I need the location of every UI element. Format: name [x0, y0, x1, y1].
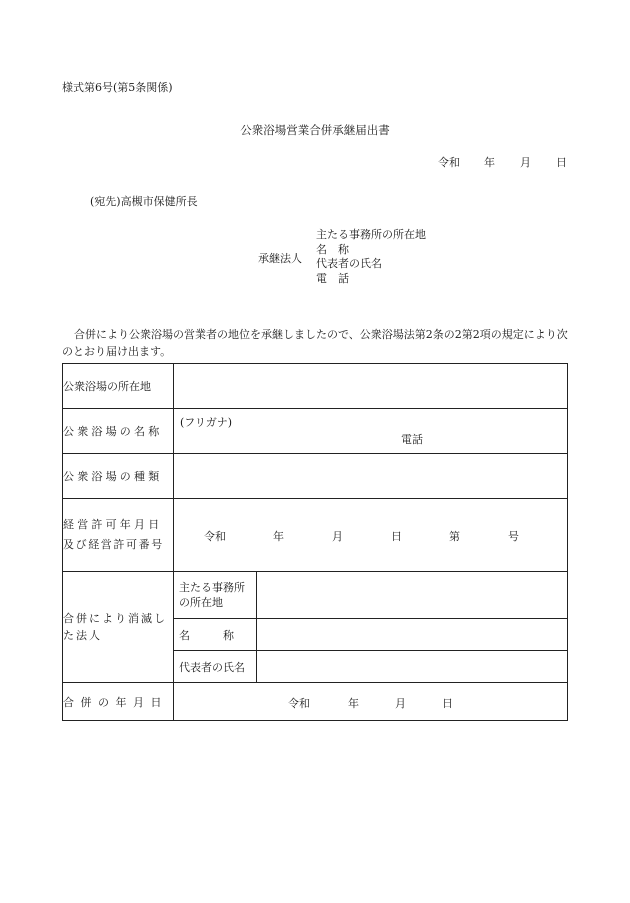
- type-field[interactable]: [174, 454, 568, 499]
- permit-number-prefix: 第: [449, 530, 460, 543]
- form-number: 様式第6号(第5条関係): [62, 81, 173, 94]
- successor-name-label: 名 称: [316, 242, 349, 256]
- permit-number-suffix: 号: [508, 530, 519, 543]
- dissolved-name-field[interactable]: [257, 619, 568, 651]
- table-row: [63, 454, 568, 499]
- location-label: 公衆浴場の所在地: [63, 364, 174, 409]
- permit-label-line-2: 及び経営許可番号: [63, 538, 164, 551]
- permit-year: 年: [273, 530, 284, 543]
- date-year: 年: [484, 156, 495, 169]
- furigana-label: (フリガナ): [180, 416, 233, 429]
- body-text: 合併により公衆浴場の営業者の地位を承継しましたので、公衆浴場法第2条の2第2項の規定により次のとおり届け出ます。: [62, 328, 568, 358]
- dissolved-rep-field[interactable]: [257, 651, 568, 683]
- merger-date-field[interactable]: [174, 683, 568, 721]
- merger-date-label: 合併の年月日: [63, 683, 174, 721]
- table-row: [63, 409, 568, 454]
- successor-phone-label: 電 話: [316, 271, 349, 285]
- location-field[interactable]: [174, 364, 568, 409]
- table-row: [63, 572, 568, 619]
- permit-label: [63, 499, 174, 572]
- dissolved-rep-label: 代表者の氏名: [174, 651, 257, 683]
- dissolved-office-field[interactable]: [257, 572, 568, 619]
- dissolved-office-label: 主たる事務所の所在地: [174, 572, 257, 619]
- successor-office-label: 主たる事務所の所在地: [316, 228, 426, 241]
- name-label: 公衆浴場の名称: [63, 409, 174, 454]
- type-label: 公衆浴場の種類: [63, 454, 174, 499]
- permit-day: 日: [391, 530, 402, 543]
- successor-rep-label: 代表者の氏名: [316, 257, 382, 270]
- dissolved-name-label: 名 称: [174, 619, 257, 651]
- merger-year: 年: [348, 697, 359, 710]
- merger-era: 令和: [288, 697, 310, 710]
- notification-table: [62, 363, 568, 721]
- addressee: (宛先)高槻市保健所長: [90, 195, 198, 208]
- name-field[interactable]: [174, 409, 568, 454]
- merger-day: 日: [442, 697, 453, 710]
- table-row: [63, 364, 568, 409]
- date-month: 月: [520, 156, 531, 169]
- permit-label-line-1: 経営許可年月日: [63, 518, 163, 531]
- successor-label: 承継法人: [258, 252, 302, 265]
- table-row: [63, 499, 568, 572]
- permit-field[interactable]: [174, 499, 568, 572]
- document-title: 公衆浴場営業合併承継届出書: [240, 123, 390, 137]
- successor-fields: [316, 228, 426, 286]
- permit-era: 令和: [204, 530, 226, 543]
- permit-month: 月: [332, 530, 343, 543]
- table-row: [63, 683, 568, 721]
- phone-label: 電話: [401, 433, 423, 446]
- date-day: 日: [556, 156, 567, 169]
- merger-month: 月: [395, 697, 406, 710]
- dissolved-corp-label: 合併により消滅した法人: [63, 572, 174, 683]
- date-era: 令和: [438, 156, 460, 169]
